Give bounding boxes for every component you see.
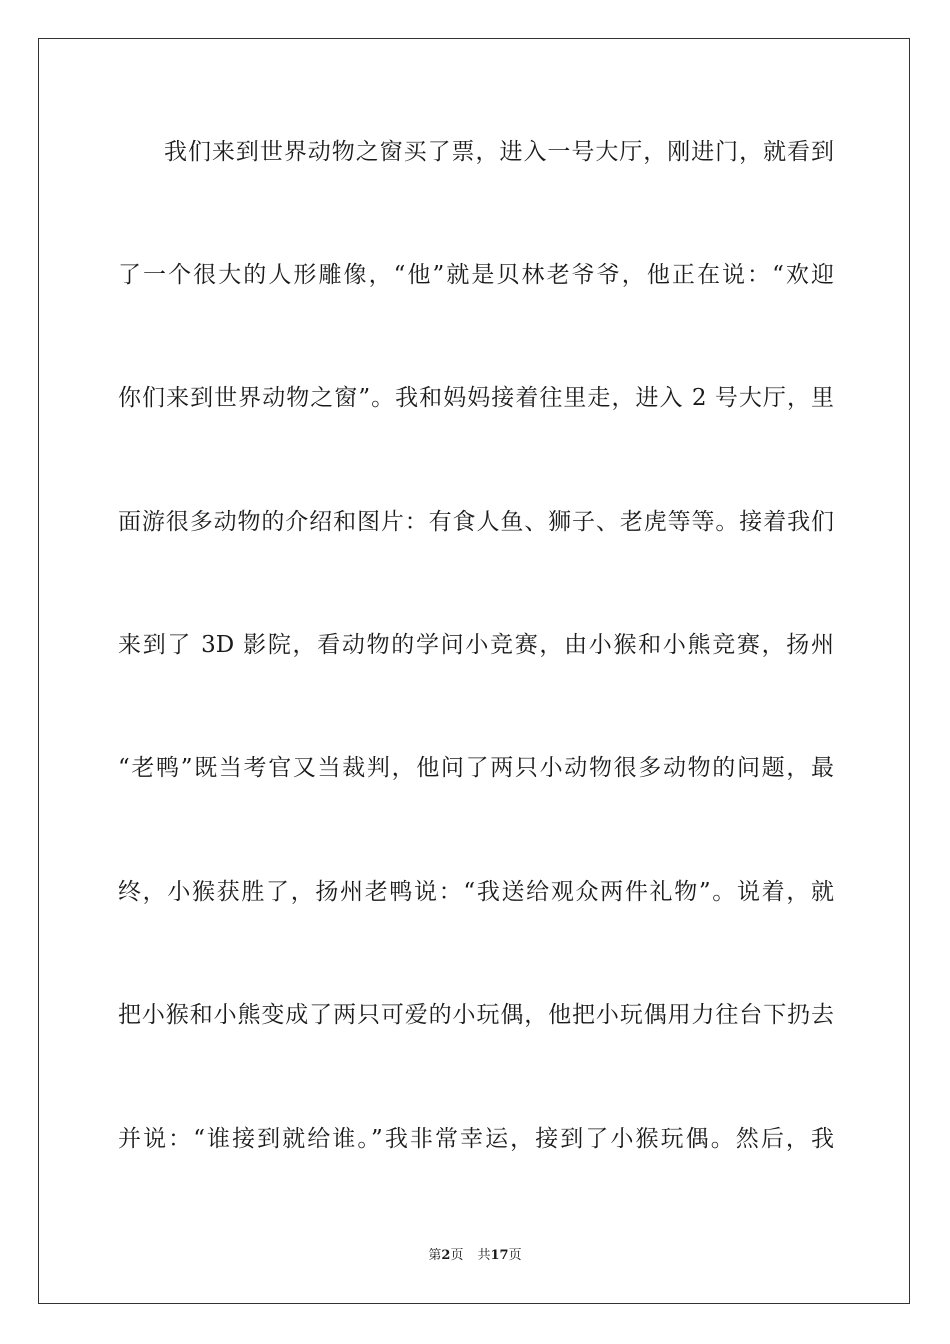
page-border — [38, 38, 910, 1304]
body-text-line-3: 你们来到世界动物之窗”。我和妈妈接着往里走，进入 2 号大厅，里 — [118, 385, 834, 411]
total-suffix: 页 — [508, 1248, 522, 1263]
page-number: 2 — [441, 1248, 451, 1263]
body-text-line-6: “老鸭”既当考官又当裁判，他问了两只小动物很多动物的问题，最 — [118, 755, 834, 781]
body-text-line-5: 来到了 3D 影院，看动物的学问小竞赛，由小猴和小熊竞赛，扬州 — [118, 632, 834, 658]
body-text-line-1: 我们来到世界动物之窗买了票，进入一号大厅，刚进门，就看到 — [164, 139, 834, 165]
page-suffix: 页 — [450, 1248, 464, 1263]
body-text-line-2: 了一个很大的人形雕像，“他”就是贝林老爷爷，他正在说：“欢迎 — [118, 262, 834, 288]
page-footer — [0, 1248, 950, 1264]
total-prefix: 共 — [477, 1248, 491, 1263]
total-pages: 17 — [490, 1248, 509, 1263]
page-prefix: 第 — [428, 1248, 442, 1263]
body-text-line-7: 终，小猴获胜了，扬州老鸭说：“我送给观众两件礼物”。说着，就 — [118, 879, 834, 905]
body-text-line-8: 把小猴和小熊变成了两只可爱的小玩偶，他把小玩偶用力往台下扔去 — [118, 1002, 834, 1028]
body-text-line-9: 并说：“谁接到就给谁。”我非常幸运，接到了小猴玩偶。然后，我 — [118, 1126, 834, 1152]
body-text-line-4: 面游很多动物的介绍和图片：有食人鱼、狮子、老虎等等。接着我们 — [118, 509, 834, 535]
